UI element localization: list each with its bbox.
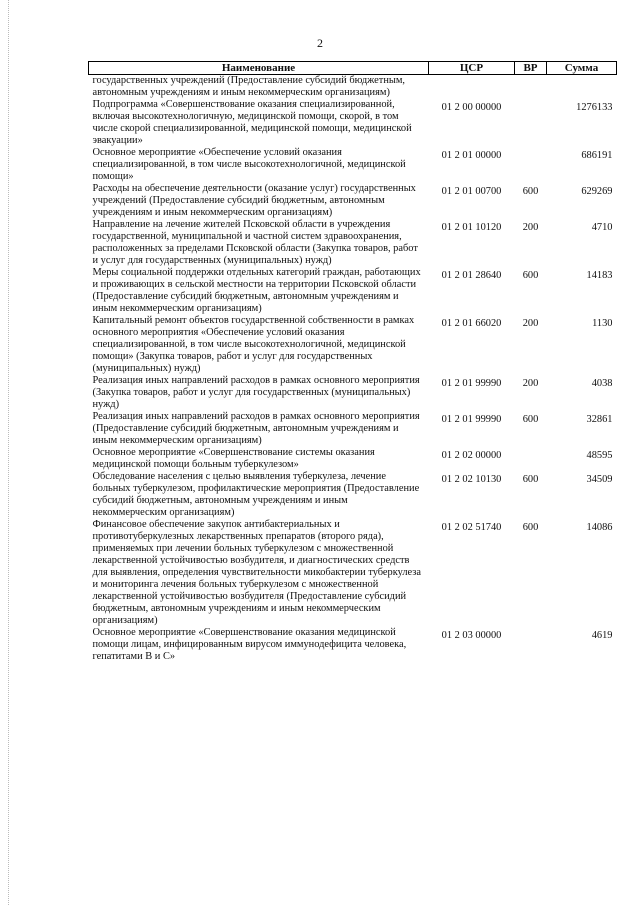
row-name-cell: Основное мероприятие «Совершенствование системы оказания медицинской помощи больным туберкулезом» [92,447,375,470]
row-vr-cell: 600 [522,522,539,533]
table-row [89,627,617,663]
header-vr: ВР [515,62,547,75]
row-name-cell: Меры социальной поддержки отдельных категорий граждан, работающих и проживающих в сельской местности на территории Псковской области (Предоставление субсидий бюджетным, автономным учреждениям и иным некоммерческим организациям) [92,267,421,314]
row-sum-cell: 14183 [586,270,613,281]
row-csr-cell: 01 2 01 10120 [441,222,502,233]
row-name-cell: Основное мероприятие «Совершенствование оказания медицинской помощи лицам, инфицированным вирусом иммунодефицита человека, гепатитами В и С» [92,627,407,662]
row-vr-cell: 600 [522,474,539,485]
row-vr-cell [515,99,547,147]
row-csr-cell: 01 2 02 51740 [441,522,502,533]
row-name-cell: Капитальный ремонт объектов государственной собственности в рамках основного мероприятия «Обеспечение условий оказания специализированной, в том числе высокотехнологичной, медицинской помощи» (Закупка товаров, работ и услуг для государственных (муниципальных) нужд) [92,315,415,374]
table-row [89,267,617,315]
row-name-cell: Финансовое обеспечение закупок антибактериальных и противотуберкулезных лекарственных препаратов (второго ряда), применяемых при лечении больных туберкулезом с множественной лекарственной устойчивостью возбудителя, и диагностических средств для выявления, определения чувствительности микобактерии туберкулеза и мониторинга лечения больных туберкулезом с множественной лекарственной устойчивостью возбудителя (Предоставление субсидий бюджетным, автономным учреждениям и иным некоммерческим организациям) [92,519,422,626]
row-sum-cell: 1276133 [576,102,613,113]
row-vr-cell: 200 [522,378,539,389]
table-row [89,447,617,471]
header-sum: Сумма [547,62,617,75]
table-row [89,471,617,519]
row-sum-cell: 4710 [591,222,613,233]
row-vr-cell: 600 [522,414,539,425]
row-csr-cell [429,75,515,100]
row-csr-cell: 01 2 03 00000 [441,630,502,641]
table-body [89,75,617,664]
row-name-cell: Расходы на обеспечение деятельности (оказание услуг) государственных учреждений (Предоставление субсидий бюджетным, автономным учреждениям и иным некоммерческим организациям) [92,183,416,218]
table-row [89,75,617,100]
row-csr-cell: 01 2 02 00000 [441,450,502,461]
row-name-cell: Реализация иных направлений расходов в рамках основного мероприятия (Закупка товаров, работ и услуг для государственных (муниципальных) нужд) [92,375,420,410]
row-csr-cell: 01 2 01 99990 [441,378,502,389]
table-row [89,99,617,147]
row-name-cell: государственных учреждений (Предоставление субсидий бюджетным, автономным учреждениям и иным некоммерческим организациям) [92,75,406,98]
row-vr-cell: 200 [522,318,539,329]
row-csr-cell: 01 2 01 99990 [441,414,502,425]
table-row [89,375,617,411]
row-vr-cell: 200 [522,222,539,233]
row-csr-cell: 01 2 01 66020 [441,318,502,329]
row-sum-cell: 629269 [581,186,613,197]
row-sum-cell: 48595 [586,450,613,461]
table-header-row [89,62,617,75]
row-sum-cell: 4038 [591,378,613,389]
header-csr: ЦСР [429,62,515,75]
table-row [89,147,617,183]
table-row [89,315,617,375]
table-row [89,519,617,627]
row-sum-cell: 1130 [592,318,613,329]
page-number: 2 [317,36,323,50]
table-row [89,411,617,447]
scan-edge [8,0,9,905]
row-vr-cell: 600 [522,270,539,281]
row-name-cell: Реализация иных направлений расходов в рамках основного мероприятия (Предоставление субсидий бюджетным, автономным учреждениям и иным некоммерческим организациям) [92,411,420,446]
row-vr-cell [515,627,547,663]
row-sum-cell: 686191 [581,150,613,161]
row-name-cell: Основное мероприятие «Обеспечение условий оказания специализированной, в том числе высокотехнологичной, медицинской помощи» [92,147,406,182]
row-vr-cell [515,75,547,100]
row-name-cell: Обследование населения с целью выявления туберкулеза, лечение больных туберкулезом, профилактические мероприятия (Предоставление субсидий бюджетным, автономным учреждениям и иным некоммерческим организациям) [92,471,420,518]
budget-table [88,61,617,663]
row-vr-cell: 600 [522,186,539,197]
row-vr-cell [515,447,547,471]
row-csr-cell: 01 2 02 10130 [441,474,502,485]
row-csr-cell: 01 2 01 28640 [441,270,502,281]
row-csr-cell: 01 2 01 00700 [441,186,502,197]
table-row [89,183,617,219]
row-sum-cell: 34509 [586,474,613,485]
row-name-cell: Направление на лечение жителей Псковской области в учреждения государственной, муниципальной и частной систем здравоохранения, расположенных за пределами Псковской области (Закупка товаров, работ и услуг для государственных (муниципальных) нужд) [92,219,418,266]
row-sum-cell: 4619 [591,630,613,641]
row-csr-cell: 01 2 00 00000 [441,102,502,113]
row-vr-cell [515,147,547,183]
row-csr-cell: 01 2 01 00000 [441,150,502,161]
header-name: Наименование [89,62,429,75]
row-sum-cell: 14086 [586,522,613,533]
row-sum-cell [547,75,617,100]
table-row [89,219,617,267]
row-sum-cell: 32861 [586,414,613,425]
row-name-cell: Подпрограмма «Совершенствование оказания специализированной, включая высокотехнологичную, медицинской помощи, скорой, в том числе скорой специализированной, медицинской помощи, медицинской эвакуации» [92,99,412,146]
